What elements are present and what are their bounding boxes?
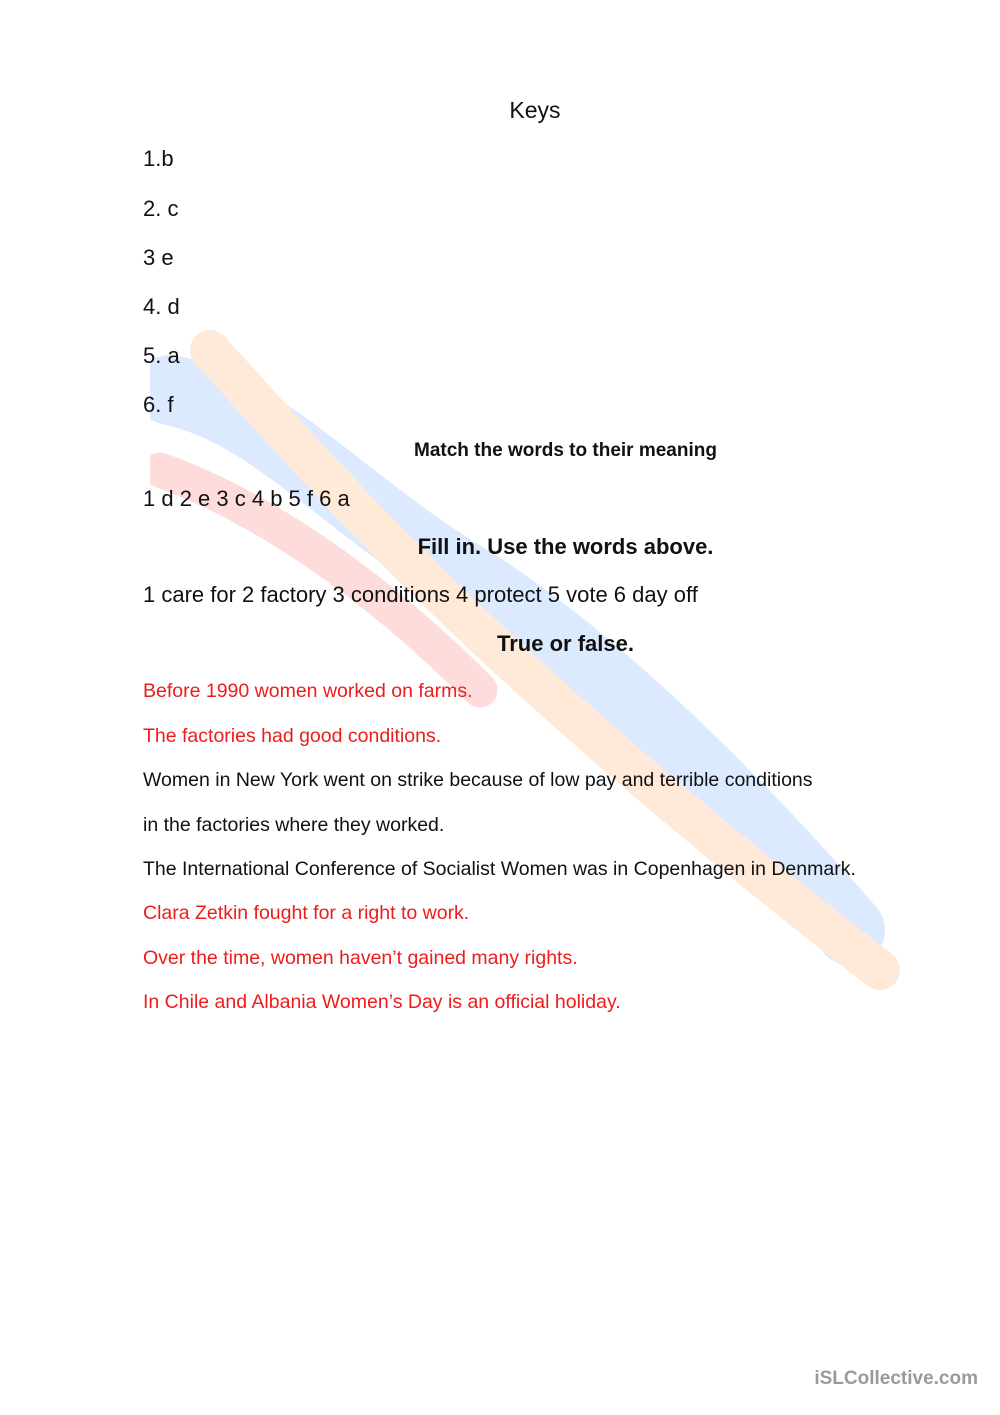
true-false-heading: True or false. (497, 631, 634, 656)
key-item-6: 6. f (143, 392, 174, 417)
fill-answer: 1 care for 2 factory 3 conditions 4 protect 5 vote 6 day off (143, 582, 698, 607)
match-heading: Match the words to their meaning (414, 440, 717, 461)
statement-2: The factories had good conditions. (143, 725, 442, 747)
key-item-3: 3 e (143, 245, 174, 270)
statement-7: In Chile and Albania Women’s Day is an official holiday. (143, 991, 621, 1013)
key-item-2: 2. c (143, 196, 179, 221)
page-title: Keys (509, 97, 561, 123)
match-answer: 1 d 2 e 3 c 4 b 5 f 6 a (143, 486, 350, 511)
statement-4: The International Conference of Socialist Women was in Copenhagen in Denmark. (143, 858, 856, 880)
statement-5: Clara Zetkin fought for a right to work. (143, 902, 470, 924)
statement-3: Women in New York went on strike because of low pay and terrible conditions (143, 769, 813, 791)
fill-heading: Fill in. Use the words above. (417, 534, 714, 559)
key-item-5: 5. a (143, 343, 180, 368)
statement-3-continued: in the factories where they worked. (143, 814, 445, 836)
key-item-1: 1.b (143, 146, 174, 171)
statement-6: Over the time, women haven’t gained many rights. (143, 947, 578, 969)
site-footer: iSLCollective.com (814, 1368, 978, 1389)
statement-1: Before 1990 women worked on farms. (143, 680, 473, 702)
key-item-4: 4. d (143, 294, 180, 319)
